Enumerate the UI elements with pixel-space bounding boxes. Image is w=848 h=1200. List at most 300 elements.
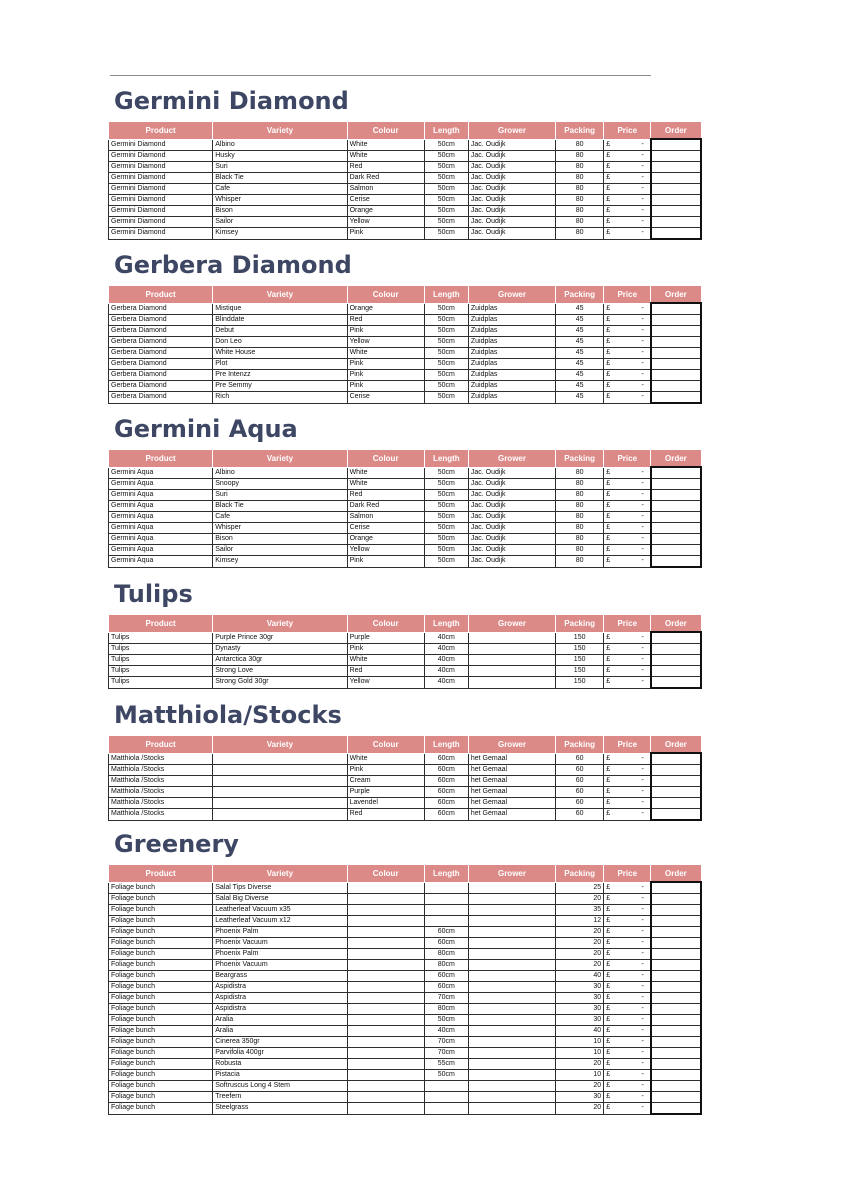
- order-quantity-field[interactable]: [651, 677, 701, 689]
- grower-cell: [468, 894, 555, 905]
- packing-cell: 30: [556, 1092, 604, 1103]
- colour-cell: Lavendel: [347, 798, 424, 809]
- colour-cell: White: [347, 467, 424, 479]
- order-quantity-field[interactable]: [651, 467, 701, 479]
- colour-cell: Yellow: [347, 545, 424, 556]
- variety-cell: Cinerea 350gr: [213, 1037, 347, 1048]
- section-tulips: [108, 574, 702, 689]
- order-quantity-field[interactable]: [651, 1092, 701, 1103]
- colour-cell: Cerise: [347, 195, 424, 206]
- table-row: [109, 905, 702, 916]
- product-cell: Germini Aqua: [109, 467, 213, 479]
- colour-cell: [347, 916, 424, 927]
- length-cell: 50cm: [424, 206, 468, 217]
- product-cell: Germini Diamond: [109, 217, 213, 228]
- variety-cell: Husky: [213, 151, 347, 162]
- order-quantity-field[interactable]: [651, 916, 701, 927]
- currency-symbol: £: [606, 207, 611, 214]
- order-quantity-field[interactable]: [651, 993, 701, 1004]
- variety-cell: Phoenix Palm: [213, 949, 347, 960]
- length-cell: 60cm: [424, 765, 468, 776]
- order-quantity-field[interactable]: [651, 894, 701, 905]
- colour-cell: [347, 960, 424, 971]
- order-quantity-field[interactable]: [651, 809, 701, 821]
- price-value: -: [641, 382, 644, 389]
- currency-symbol: £: [606, 788, 611, 795]
- product-cell: Foliage bunch: [109, 993, 213, 1004]
- packing-cell: 30: [556, 1015, 604, 1026]
- column-header-variety: Variety: [213, 450, 347, 468]
- price-value: -: [641, 799, 644, 806]
- grower-cell: Zuidplas: [468, 337, 555, 348]
- order-quantity-field[interactable]: [651, 1070, 701, 1081]
- price-value: -: [641, 174, 644, 181]
- variety-cell: Sailor: [213, 545, 347, 556]
- column-header-packing: Packing: [556, 615, 604, 633]
- order-quantity-field[interactable]: [651, 315, 701, 326]
- currency-symbol: £: [606, 777, 611, 784]
- column-header-grower: Grower: [468, 615, 555, 633]
- currency-symbol: £: [606, 994, 611, 1001]
- product-cell: Germini Diamond: [109, 162, 213, 173]
- order-quantity-field[interactable]: [651, 184, 701, 195]
- column-header-grower: Grower: [468, 865, 555, 883]
- variety-cell: Pistacia: [213, 1070, 347, 1081]
- grower-cell: [468, 960, 555, 971]
- order-quantity-field[interactable]: [651, 905, 701, 916]
- column-header-variety: Variety: [213, 615, 347, 633]
- table-row: [109, 798, 702, 809]
- product-cell: Foliage bunch: [109, 916, 213, 927]
- table-row: [109, 359, 702, 370]
- length-cell: 80cm: [424, 949, 468, 960]
- variety-cell: Kimsey: [213, 228, 347, 240]
- price-value: -: [641, 994, 644, 1001]
- order-quantity-field[interactable]: [651, 666, 701, 677]
- column-header-packing: Packing: [556, 122, 604, 140]
- product-cell: Tulips: [109, 632, 213, 644]
- product-cell: Foliage bunch: [109, 927, 213, 938]
- currency-symbol: £: [606, 382, 611, 389]
- grower-cell: Zuidplas: [468, 381, 555, 392]
- grower-cell: [468, 666, 555, 677]
- grower-cell: [468, 1026, 555, 1037]
- packing-cell: 150: [556, 644, 604, 655]
- order-quantity-field[interactable]: [651, 173, 701, 184]
- price-value: -: [641, 766, 644, 773]
- currency-symbol: £: [606, 140, 611, 148]
- currency-symbol: £: [606, 1027, 611, 1034]
- grower-cell: Jac. Oudijk: [468, 151, 555, 162]
- order-quantity-field[interactable]: [651, 776, 701, 787]
- table-row: [109, 753, 702, 765]
- order-quantity-field[interactable]: [651, 556, 701, 568]
- price-cell: [604, 534, 651, 545]
- currency-symbol: £: [606, 1082, 611, 1089]
- order-quantity-field[interactable]: [651, 512, 701, 523]
- order-quantity-field[interactable]: [651, 765, 701, 776]
- table-row: [109, 556, 702, 568]
- variety-cell: [213, 798, 347, 809]
- colour-cell: [347, 927, 424, 938]
- order-quantity-field[interactable]: [651, 490, 701, 501]
- variety-cell: Sailor: [213, 217, 347, 228]
- packing-cell: 80: [556, 162, 604, 173]
- packing-cell: 20: [556, 894, 604, 905]
- variety-cell: Strong Love: [213, 666, 347, 677]
- price-cell: [604, 949, 651, 960]
- column-header-product: Product: [109, 865, 213, 883]
- variety-cell: Whisper: [213, 523, 347, 534]
- packing-cell: 45: [556, 326, 604, 337]
- variety-cell: Debut: [213, 326, 347, 337]
- order-quantity-field[interactable]: [651, 545, 701, 556]
- grower-cell: Jac. Oudijk: [468, 479, 555, 490]
- length-cell: 50cm: [424, 381, 468, 392]
- price-value: -: [641, 1049, 644, 1056]
- colour-cell: Pink: [347, 765, 424, 776]
- currency-symbol: £: [606, 349, 611, 356]
- order-quantity-field[interactable]: [651, 1048, 701, 1059]
- length-cell: [424, 916, 468, 927]
- length-cell: 80cm: [424, 1004, 468, 1015]
- order-quantity-field[interactable]: [651, 655, 701, 666]
- price-value: -: [641, 777, 644, 784]
- price-cell: [604, 809, 651, 821]
- variety-cell: Dynasty: [213, 644, 347, 655]
- variety-cell: Leatherleaf Vacuum x12: [213, 916, 347, 927]
- variety-cell: Aralia: [213, 1015, 347, 1026]
- colour-cell: Red: [347, 666, 424, 677]
- price-value: -: [641, 524, 644, 531]
- length-cell: 80cm: [424, 960, 468, 971]
- order-quantity-field[interactable]: [651, 927, 701, 938]
- order-quantity-field[interactable]: [651, 1004, 701, 1015]
- price-cell: [604, 655, 651, 666]
- currency-symbol: £: [606, 754, 611, 762]
- table-row: [109, 982, 702, 993]
- order-quantity-field[interactable]: [651, 523, 701, 534]
- variety-cell: Suri: [213, 490, 347, 501]
- price-value: -: [641, 468, 644, 476]
- price-value: -: [641, 349, 644, 356]
- price-cell: [604, 162, 651, 173]
- product-cell: Matthiola /Stocks: [109, 787, 213, 798]
- column-header-length: Length: [424, 736, 468, 754]
- product-cell: Germini Diamond: [109, 184, 213, 195]
- length-cell: 55cm: [424, 1059, 468, 1070]
- table-row: [109, 787, 702, 798]
- price-cell: [604, 326, 651, 337]
- price-cell: [604, 993, 651, 1004]
- variety-cell: Parvifolia 400gr: [213, 1048, 347, 1059]
- grower-cell: Zuidplas: [468, 359, 555, 370]
- order-quantity-field[interactable]: [651, 534, 701, 545]
- currency-symbol: £: [606, 1038, 611, 1045]
- column-header-packing: Packing: [556, 865, 604, 883]
- order-quantity-field[interactable]: [651, 195, 701, 206]
- colour-cell: Red: [347, 162, 424, 173]
- colour-cell: [347, 1048, 424, 1059]
- variety-cell: Cafe: [213, 184, 347, 195]
- packing-cell: 80: [556, 556, 604, 568]
- colour-cell: [347, 1004, 424, 1015]
- price-value: -: [641, 327, 644, 334]
- length-cell: 60cm: [424, 809, 468, 821]
- variety-cell: Antarctica 30gr: [213, 655, 347, 666]
- price-cell: [604, 753, 651, 765]
- order-quantity-field[interactable]: [651, 632, 701, 644]
- table-row: [109, 512, 702, 523]
- packing-cell: 60: [556, 798, 604, 809]
- price-value: -: [641, 338, 644, 345]
- colour-cell: Dark Red: [347, 173, 424, 184]
- price-table: [108, 285, 702, 404]
- grower-cell: [468, 644, 555, 655]
- order-quantity-field[interactable]: [651, 326, 701, 337]
- packing-cell: 80: [556, 512, 604, 523]
- order-quantity-field[interactable]: [651, 971, 701, 982]
- product-cell: Germini Diamond: [109, 206, 213, 217]
- price-cell: [604, 359, 651, 370]
- price-cell: [604, 938, 651, 949]
- grower-cell: [468, 632, 555, 644]
- order-quantity-field[interactable]: [651, 303, 701, 315]
- length-cell: 60cm: [424, 798, 468, 809]
- order-quantity-field[interactable]: [651, 381, 701, 392]
- variety-cell: Plot: [213, 359, 347, 370]
- column-header-colour: Colour: [347, 615, 424, 633]
- price-value: -: [641, 393, 644, 401]
- packing-cell: 45: [556, 392, 604, 404]
- product-cell: Foliage bunch: [109, 1037, 213, 1048]
- product-cell: Foliage bunch: [109, 882, 213, 894]
- column-header-price: Price: [604, 122, 651, 140]
- price-value: -: [641, 633, 644, 641]
- table-row: [109, 632, 702, 644]
- price-value: -: [641, 371, 644, 378]
- column-header-product: Product: [109, 736, 213, 754]
- order-quantity-field[interactable]: [651, 151, 701, 162]
- grower-cell: [468, 1048, 555, 1059]
- currency-symbol: £: [606, 939, 611, 946]
- length-cell: 50cm: [424, 228, 468, 240]
- column-header-variety: Variety: [213, 286, 347, 304]
- order-quantity-field[interactable]: [651, 139, 701, 151]
- price-cell: [604, 1015, 651, 1026]
- variety-cell: Kimsey: [213, 556, 347, 568]
- column-header-colour: Colour: [347, 736, 424, 754]
- order-quantity-field[interactable]: [651, 359, 701, 370]
- price-cell: [604, 776, 651, 787]
- price-cell: [604, 1037, 651, 1048]
- order-quantity-field[interactable]: [651, 1103, 701, 1115]
- packing-cell: 45: [556, 348, 604, 359]
- column-header-packing: Packing: [556, 450, 604, 468]
- price-value: -: [641, 939, 644, 946]
- product-cell: Tulips: [109, 666, 213, 677]
- column-header-variety: Variety: [213, 736, 347, 754]
- price-cell: [604, 677, 651, 689]
- grower-cell: Zuidplas: [468, 303, 555, 315]
- currency-symbol: £: [606, 883, 611, 891]
- price-value: -: [641, 546, 644, 553]
- grower-cell: Jac. Oudijk: [468, 162, 555, 173]
- grower-cell: Jac. Oudijk: [468, 228, 555, 240]
- grower-cell: [468, 927, 555, 938]
- price-cell: [604, 1059, 651, 1070]
- variety-cell: Aralia: [213, 1026, 347, 1037]
- currency-symbol: £: [606, 229, 611, 237]
- price-cell: [604, 392, 651, 404]
- table-row: [109, 882, 702, 894]
- product-cell: Gerbera Diamond: [109, 370, 213, 381]
- colour-cell: [347, 938, 424, 949]
- currency-symbol: £: [606, 1104, 611, 1112]
- grower-cell: [468, 1037, 555, 1048]
- colour-cell: Cerise: [347, 523, 424, 534]
- currency-symbol: £: [606, 950, 611, 957]
- column-header-packing: Packing: [556, 286, 604, 304]
- currency-symbol: £: [606, 906, 611, 913]
- currency-symbol: £: [606, 546, 611, 553]
- price-cell: [604, 1103, 651, 1115]
- colour-cell: [347, 993, 424, 1004]
- order-quantity-field[interactable]: [651, 370, 701, 381]
- price-cell: [604, 1070, 651, 1081]
- packing-cell: 80: [556, 467, 604, 479]
- column-header-length: Length: [424, 450, 468, 468]
- order-quantity-field[interactable]: [651, 1015, 701, 1026]
- colour-cell: [347, 1059, 424, 1070]
- length-cell: [424, 905, 468, 916]
- price-value: -: [641, 535, 644, 542]
- grower-cell: Jac. Oudijk: [468, 184, 555, 195]
- grower-cell: Jac. Oudijk: [468, 556, 555, 568]
- packing-cell: 60: [556, 787, 604, 798]
- product-cell: Gerbera Diamond: [109, 337, 213, 348]
- table-row: [109, 971, 702, 982]
- column-header-product: Product: [109, 122, 213, 140]
- column-header-order: Order: [651, 736, 701, 754]
- length-cell: 50cm: [424, 467, 468, 479]
- price-cell: [604, 303, 651, 315]
- order-quantity-field[interactable]: [651, 882, 701, 894]
- colour-cell: White: [347, 348, 424, 359]
- order-quantity-field[interactable]: [651, 1026, 701, 1037]
- order-quantity-field[interactable]: [651, 938, 701, 949]
- currency-symbol: £: [606, 163, 611, 170]
- packing-cell: 150: [556, 655, 604, 666]
- table-row: [109, 337, 702, 348]
- table-row: [109, 894, 702, 905]
- colour-cell: Pink: [347, 556, 424, 568]
- colour-cell: Dark Red: [347, 501, 424, 512]
- order-quantity-field[interactable]: [651, 1059, 701, 1070]
- price-value: -: [641, 667, 644, 674]
- order-quantity-field[interactable]: [651, 501, 701, 512]
- price-table: [108, 735, 702, 821]
- length-cell: 50cm: [424, 348, 468, 359]
- grower-cell: [468, 982, 555, 993]
- order-quantity-field[interactable]: [651, 228, 701, 240]
- price-value: -: [641, 754, 644, 762]
- price-cell: [604, 882, 651, 894]
- colour-cell: Red: [347, 809, 424, 821]
- product-cell: Foliage bunch: [109, 949, 213, 960]
- currency-symbol: £: [606, 895, 611, 902]
- price-value: -: [641, 1027, 644, 1034]
- product-cell: Germini Aqua: [109, 556, 213, 568]
- product-cell: Gerbera Diamond: [109, 348, 213, 359]
- currency-symbol: £: [606, 393, 611, 401]
- currency-symbol: £: [606, 371, 611, 378]
- price-value: -: [641, 218, 644, 225]
- packing-cell: 45: [556, 381, 604, 392]
- colour-cell: [347, 1015, 424, 1026]
- length-cell: 50cm: [424, 556, 468, 568]
- order-quantity-field[interactable]: [651, 949, 701, 960]
- order-quantity-field[interactable]: [651, 479, 701, 490]
- order-quantity-field[interactable]: [651, 982, 701, 993]
- column-header-length: Length: [424, 122, 468, 140]
- grower-cell: Zuidplas: [468, 392, 555, 404]
- order-quantity-field[interactable]: [651, 392, 701, 404]
- column-header-colour: Colour: [347, 286, 424, 304]
- table-row: [109, 315, 702, 326]
- table-row: [109, 195, 702, 206]
- product-cell: Germini Aqua: [109, 479, 213, 490]
- variety-cell: [213, 776, 347, 787]
- order-quantity-field[interactable]: [651, 960, 701, 971]
- order-quantity-field[interactable]: [651, 217, 701, 228]
- order-quantity-field[interactable]: [651, 337, 701, 348]
- colour-cell: [347, 1081, 424, 1092]
- table-row: [109, 1092, 702, 1103]
- order-quantity-field[interactable]: [651, 162, 701, 173]
- price-cell: [604, 479, 651, 490]
- variety-cell: Don Leo: [213, 337, 347, 348]
- order-quantity-field[interactable]: [651, 348, 701, 359]
- packing-cell: 45: [556, 315, 604, 326]
- table-row: [109, 490, 702, 501]
- price-cell: [604, 315, 651, 326]
- column-header-product: Product: [109, 615, 213, 633]
- table-row: [109, 809, 702, 821]
- price-value: -: [641, 895, 644, 902]
- order-quantity-field[interactable]: [651, 787, 701, 798]
- grower-cell: Jac. Oudijk: [468, 173, 555, 184]
- price-value: -: [641, 557, 644, 565]
- column-header-packing: Packing: [556, 736, 604, 754]
- order-quantity-field[interactable]: [651, 798, 701, 809]
- table-row: [109, 206, 702, 217]
- table-row: [109, 916, 702, 927]
- product-cell: Germini Diamond: [109, 151, 213, 162]
- price-value: -: [641, 950, 644, 957]
- table-header-row: [109, 122, 702, 140]
- order-quantity-field[interactable]: [651, 1037, 701, 1048]
- order-quantity-field[interactable]: [651, 753, 701, 765]
- grower-cell: [468, 1103, 555, 1115]
- table-row: [109, 1070, 702, 1081]
- section-title: Matthiola/Stocks: [114, 701, 342, 729]
- order-quantity-field[interactable]: [651, 206, 701, 217]
- order-quantity-field[interactable]: [651, 644, 701, 655]
- packing-cell: 20: [556, 949, 604, 960]
- order-quantity-field[interactable]: [651, 1081, 701, 1092]
- product-cell: Germini Aqua: [109, 490, 213, 501]
